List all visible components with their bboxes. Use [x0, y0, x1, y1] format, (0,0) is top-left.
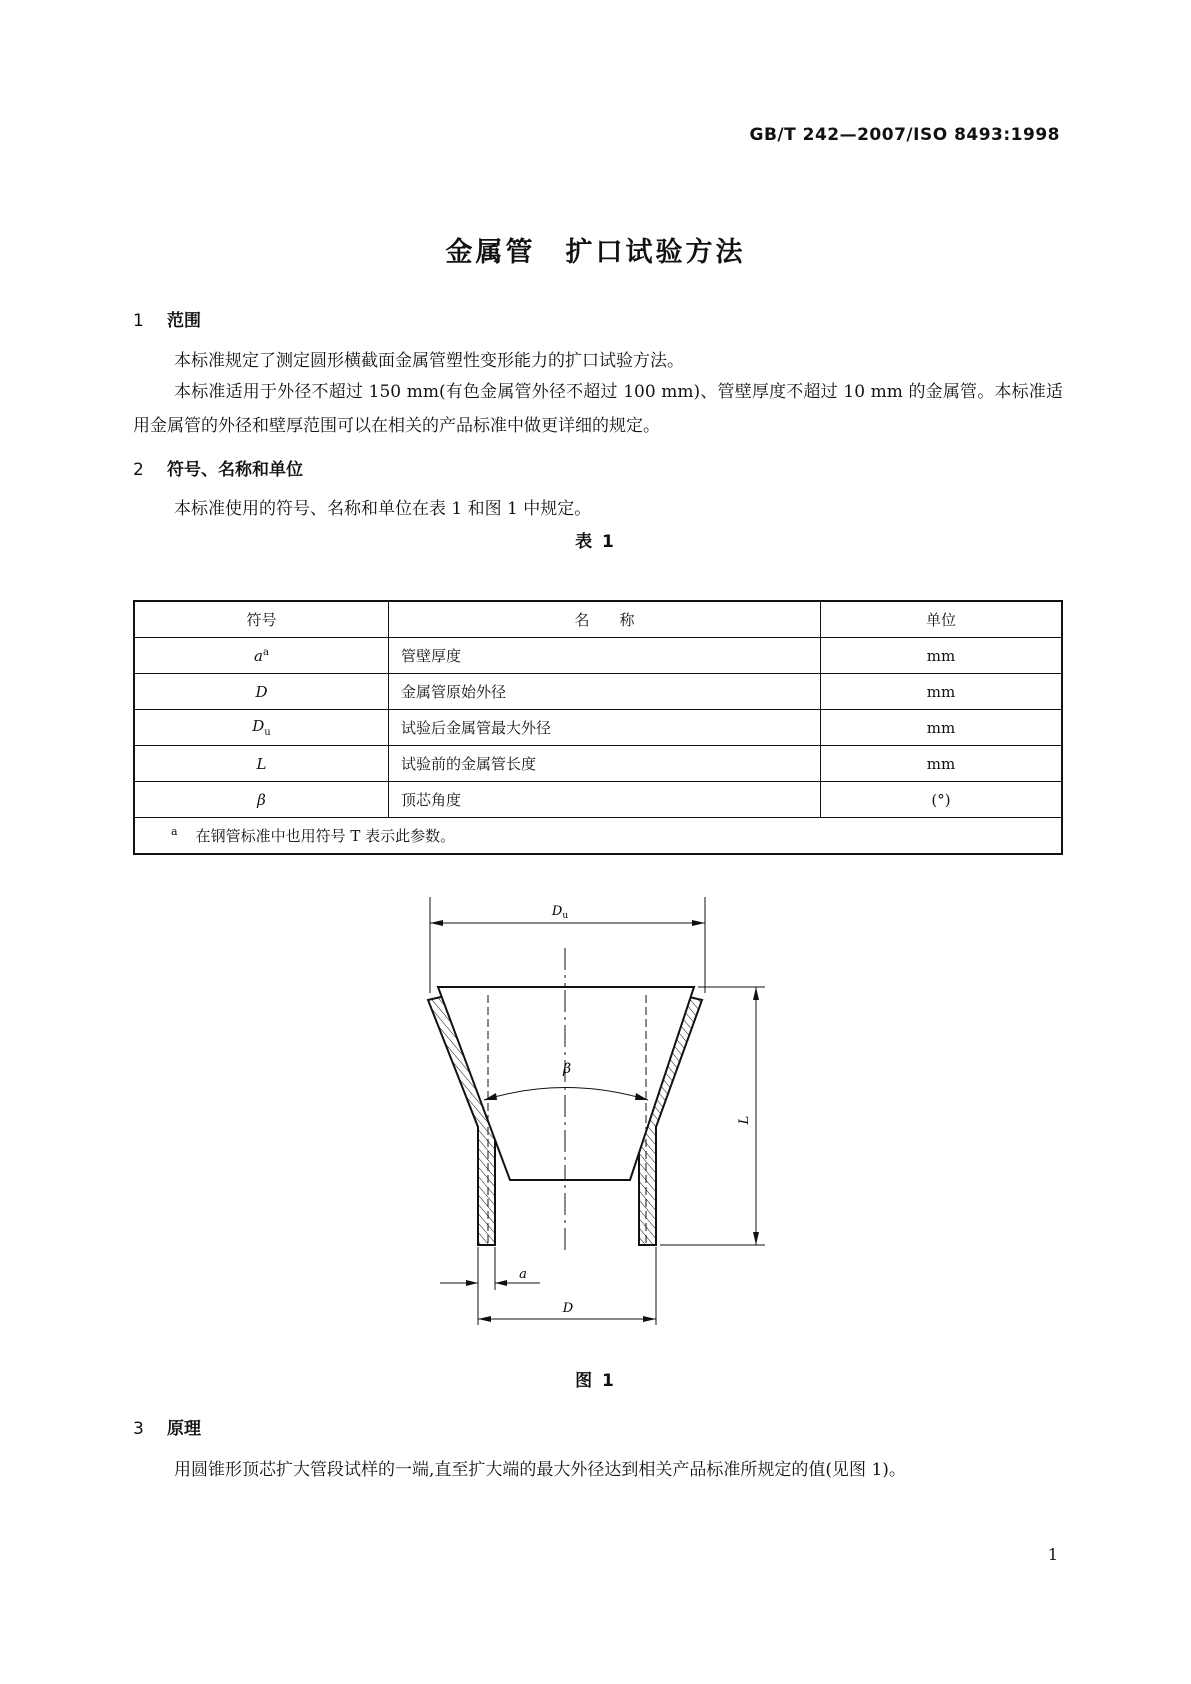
section-1-title: 范围 — [167, 311, 201, 331]
section-1-p2-text: 本标准适用于外径不超过 150 mm(有色金属管外径不超过 100 mm)、管壁厚度不超过 10 mm 的金属管。本标准适用金属管的外径和壁厚范围可以在相关的产品标准中做更详细的规定。 — [133, 382, 1063, 436]
document-title: 金属管 扩口试验方法 — [445, 237, 746, 268]
d-label: D — [562, 1301, 574, 1316]
symbol-subscript: u — [264, 727, 271, 738]
beta-label: β — [562, 1061, 572, 1077]
name-cell: 管壁厚度 — [389, 638, 821, 674]
unit-cell: mm — [821, 746, 1063, 782]
symbol-text: a — [254, 646, 263, 665]
unit-cell: mm — [821, 710, 1063, 746]
name-cell: 顶芯角度 — [389, 782, 821, 818]
unit-cell: mm — [821, 674, 1063, 710]
footnote-mark: a — [171, 825, 178, 838]
header-symbol: 符号 — [134, 601, 389, 638]
unit-cell: mm — [821, 638, 1063, 674]
a-dimension — [440, 1247, 540, 1325]
du-label: $D_u$ — [551, 904, 569, 921]
section-2-p1-text: 本标准使用的符号、名称和单位在表 1 和图 1 中规定。 — [174, 499, 592, 519]
page-number: 1 — [1047, 1545, 1058, 1564]
table-1-caption: 表 1 — [575, 532, 616, 552]
name-cell: 试验后金属管最大外径 — [389, 710, 821, 746]
d-dimension — [478, 1247, 656, 1325]
unit-cell: (°) — [821, 782, 1063, 818]
symbol-text: D — [255, 682, 268, 701]
section-3-paragraph-1 — [133, 1453, 1063, 1487]
du-dimension — [430, 897, 705, 993]
section-3-title: 原理 — [167, 1419, 201, 1439]
standard-code-header: GB/T 242—2007/ISO 8493:1998 — [749, 125, 1060, 145]
section-3-heading — [133, 1414, 201, 1439]
l-label: L — [737, 1115, 752, 1125]
header-name: 名 称 — [389, 601, 821, 638]
symbol-footnote-mark: a — [262, 646, 269, 658]
section-3-p1-text: 用圆锥形顶芯扩大管段试样的一端,直至扩大端的最大外径达到相关产品标准所规定的值(见图 1)。 — [174, 1460, 906, 1480]
section-2-number: 2 — [133, 460, 144, 480]
figure-1-caption: 图 1 — [575, 1371, 616, 1391]
section-3-number: 3 — [133, 1419, 144, 1439]
section-2-title: 符号、名称和单位 — [167, 460, 303, 480]
footnote-text: 在钢管标准中也用符号 T 表示此参数。 — [195, 827, 456, 845]
symbol-text: L — [256, 754, 267, 773]
header-unit: 单位 — [821, 601, 1063, 638]
section-1-p1-text: 本标准规定了测定圆形横截面金属管塑性变形能力的扩口试验方法。 — [174, 351, 684, 371]
symbol-text: β — [257, 790, 266, 809]
section-1-number: 1 — [133, 311, 144, 331]
name-cell: 试验前的金属管长度 — [389, 746, 821, 782]
a-label: a — [519, 1267, 527, 1282]
symbol-text: D — [252, 717, 265, 735]
name-cell: 金属管原始外径 — [389, 674, 821, 710]
